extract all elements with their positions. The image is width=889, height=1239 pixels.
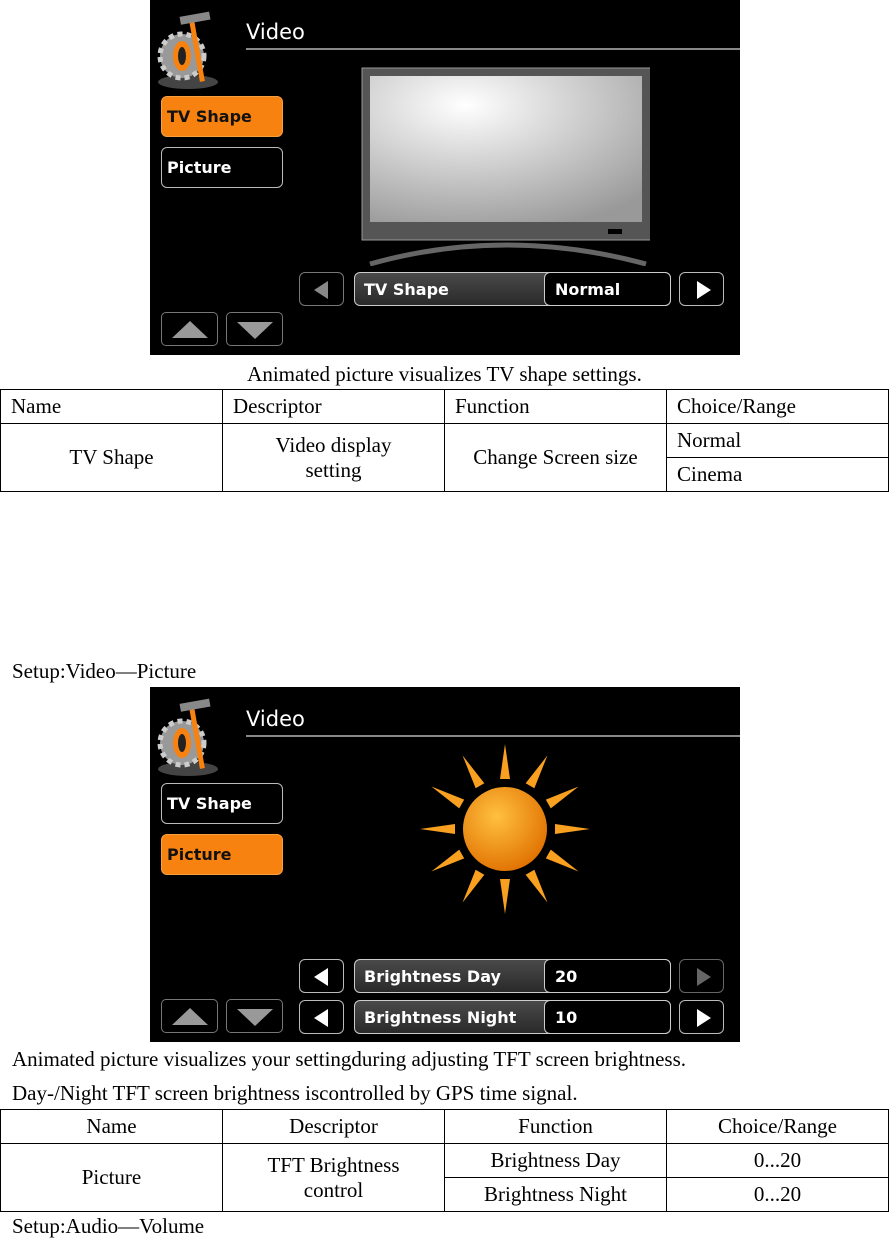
cell-name: TV Shape (1, 424, 223, 492)
cell-function: Brightness Night (445, 1178, 667, 1212)
menu-picture[interactable]: Picture (161, 147, 283, 188)
right-arrow-icon (680, 960, 725, 994)
cell-name: Picture (1, 1144, 223, 1212)
header-descriptor: Descriptor (223, 390, 445, 424)
prev-button[interactable] (299, 272, 344, 306)
setting-label: TV Shape (364, 280, 449, 299)
left-arrow-icon (300, 960, 345, 994)
up-arrow-icon (162, 313, 219, 347)
picture-table (0, 1109, 889, 1212)
tv-shape-table (0, 389, 889, 492)
menu-picture[interactable]: Picture (161, 834, 283, 875)
setup-tools-icon (156, 8, 220, 90)
scroll-up-button[interactable] (161, 999, 218, 1033)
setting-label: Brightness Night (364, 1008, 517, 1027)
right-arrow-icon (680, 273, 725, 307)
caption-tv-shape: Animated picture visualizes TV shape settings. (247, 362, 642, 386)
tv-illustration (360, 66, 650, 266)
setting-value: 20 (544, 959, 671, 993)
cell-range: 0...20 (667, 1144, 889, 1178)
brightness-night-setting[interactable] (354, 1000, 671, 1034)
scroll-down-button[interactable] (226, 999, 283, 1033)
cell-choice: Normal (667, 424, 889, 458)
caption-picture-2: Day-/Night TFT screen brightness iscontrolled by GPS time signal. (12, 1081, 578, 1105)
down-arrow-icon (227, 1000, 284, 1034)
header-function: Function (445, 1110, 667, 1144)
brightness-night-increase[interactable] (679, 1000, 724, 1034)
header-choice: Choice/Range (667, 1110, 889, 1144)
setup-tools-icon (156, 695, 220, 777)
setting-label: Brightness Day (364, 967, 501, 986)
header-descriptor: Descriptor (223, 1110, 445, 1144)
cell-function: Change Screen size (445, 424, 667, 492)
brightness-day-decrease[interactable] (299, 959, 344, 993)
down-arrow-icon (227, 313, 284, 347)
picture-screen (150, 687, 740, 1042)
setting-value: 10 (544, 1000, 671, 1034)
header-name: Name (1, 390, 223, 424)
divider (246, 48, 740, 50)
tv-shape-setting[interactable] (354, 272, 671, 306)
section-heading: Setup:Video—Picture (12, 659, 197, 683)
sun-illustration (420, 742, 590, 917)
right-arrow-icon (680, 1001, 725, 1035)
section-heading: Setup:Audio—Volume (12, 1214, 205, 1238)
brightness-day-increase[interactable] (679, 959, 724, 993)
screen-title: Video (246, 707, 305, 731)
up-arrow-icon (162, 1000, 219, 1034)
cell-descriptor: Video display setting (223, 424, 445, 492)
cell-function: Brightness Day (445, 1144, 667, 1178)
tv-shape-screen (150, 0, 740, 355)
cell-descriptor: TFT Brightness control (223, 1144, 445, 1212)
next-button[interactable] (679, 272, 724, 306)
menu-tv-shape[interactable]: TV Shape (161, 783, 283, 824)
header-function: Function (445, 390, 667, 424)
brightness-night-decrease[interactable] (299, 1000, 344, 1034)
scroll-down-button[interactable] (226, 312, 283, 346)
brightness-day-setting[interactable] (354, 959, 671, 993)
menu-tv-shape[interactable]: TV Shape (161, 96, 283, 137)
divider (246, 735, 740, 737)
cell-choice: Cinema (667, 458, 889, 492)
caption-picture-1: Animated picture visualizes your settingduring adjusting TFT screen brightness. (12, 1047, 687, 1071)
screen-title: Video (246, 20, 305, 44)
header-choice: Choice/Range (667, 390, 889, 424)
cell-range: 0...20 (667, 1178, 889, 1212)
header-name: Name (1, 1110, 223, 1144)
scroll-up-button[interactable] (161, 312, 218, 346)
left-arrow-icon (300, 1001, 345, 1035)
setting-value: Normal (544, 272, 671, 306)
left-arrow-icon (300, 273, 345, 307)
